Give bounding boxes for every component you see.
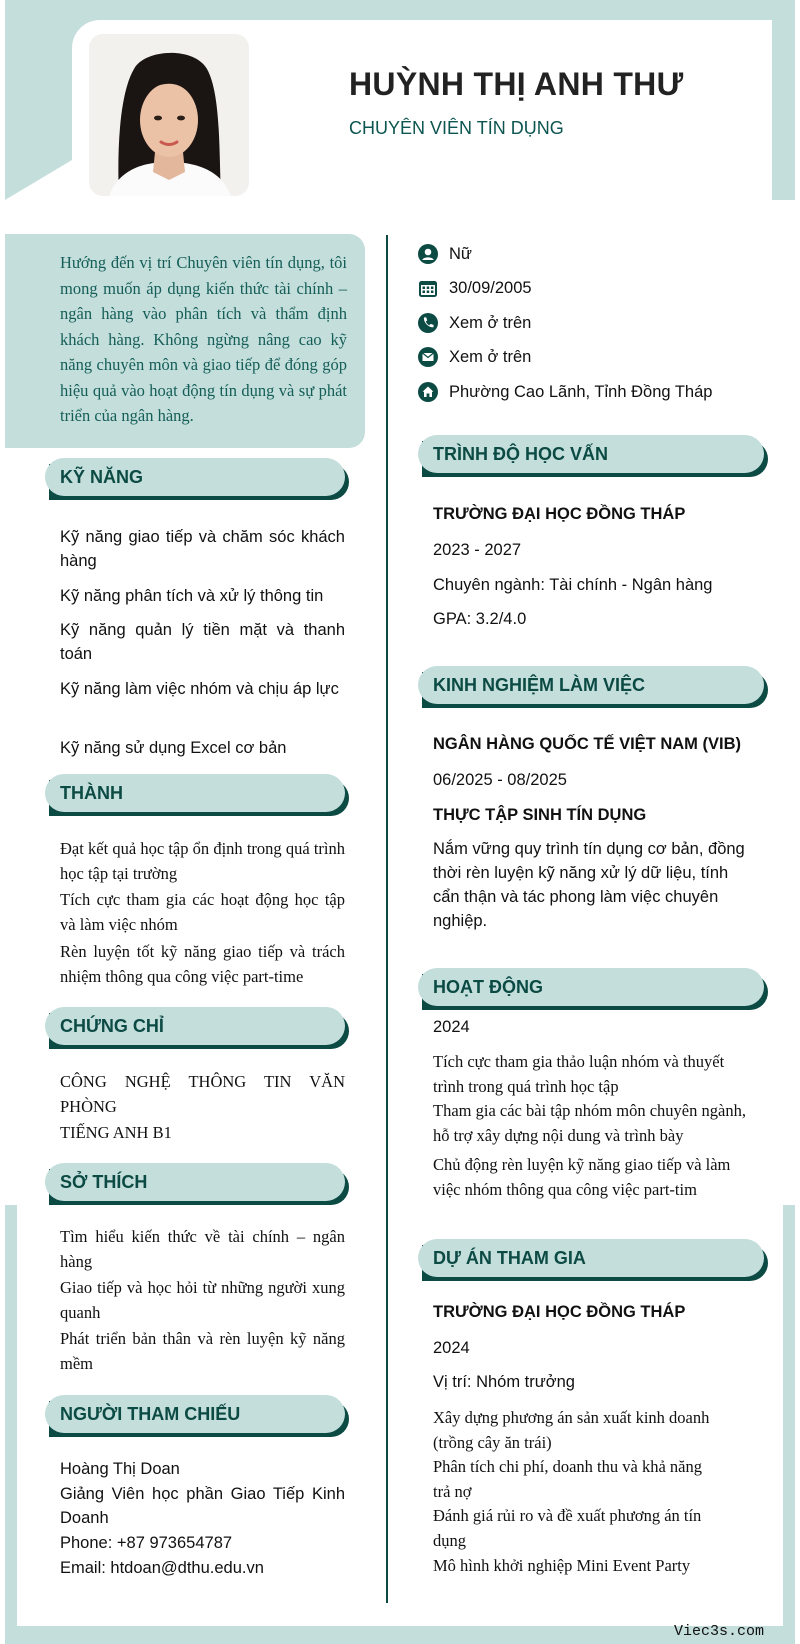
career-objective-text: Hướng đến vị trí Chuyên viên tín dụng, tôi mong muốn áp dụng kiến thức tài chính – ngân hàng vào phân tích và thẩm định khách hàng. Không ngừng nâng cao kỹ năng chuyên môn và giao tiếp để đóng góp hiệu quả vào hoạt động tín dụng và sự phát triển của ngân hàng. xyxy=(60,253,347,425)
projects-heading xyxy=(418,1239,764,1277)
education-gpa: GPA: 3.2/4.0 xyxy=(433,610,527,628)
frame-right-strip xyxy=(783,1205,795,1644)
reference-name: Hoàng Thị Doan xyxy=(60,1460,180,1478)
certificates-heading-label: CHỨNG CHỈ xyxy=(60,1015,164,1036)
references-heading-label: NGƯỜI THAM CHIẾU xyxy=(60,1403,241,1424)
watermark: Viec3s.com xyxy=(673,1623,764,1640)
hobby-item: Giao tiếp và học hỏi từ những người xung quanh xyxy=(60,1278,345,1322)
references-heading xyxy=(45,1395,345,1433)
project-item: Phân tích chi phí, doanh thu và khả năng trả nợ xyxy=(433,1457,702,1501)
project-item: Mô hình khởi nghiệp Mini Event Party xyxy=(433,1556,691,1575)
activities-heading xyxy=(418,968,764,1006)
contact-address xyxy=(418,382,712,402)
profile-portrait-illustration xyxy=(89,34,249,196)
contact-birthday xyxy=(418,278,532,298)
experience-heading xyxy=(418,666,764,704)
achievements-heading xyxy=(45,774,345,812)
skill-item: Kỹ năng quản lý tiền mặt và thanh toán xyxy=(60,621,345,663)
email-icon xyxy=(418,347,438,367)
email-value: Xem ở trên xyxy=(449,347,532,366)
header-corner-decoration xyxy=(5,160,72,200)
skills-heading-label: KỸ NĂNG xyxy=(60,466,144,487)
education-major: Chuyên ngành: Tài chính - Ngân hàng xyxy=(433,576,713,594)
certificate-item: TIẾNG ANH B1 xyxy=(60,1123,172,1142)
project-item: Đánh giá rủi ro và đề xuất phương án tín dụng xyxy=(433,1506,702,1550)
profile-photo xyxy=(89,34,249,196)
certificate-item: CÔNG NGHỆ THÔNG TIN VĂN xyxy=(60,1072,345,1091)
experience-heading-label: KINH NGHIỆM LÀM VIỆC xyxy=(433,674,646,695)
activity-item: Tích cực tham gia thảo luận nhóm và thuyết trình trong quá trình học tập xyxy=(433,1052,725,1096)
reference-email: Email: htdoan@dthu.edu.vn xyxy=(60,1559,264,1577)
certificates-heading xyxy=(45,1007,345,1045)
phone-value: Xem ở trên xyxy=(449,313,532,332)
project-item: Xây dựng phương án sản xuất kinh doanh (trồng cây ăn trái) xyxy=(433,1408,710,1452)
reference-phone: Phone: +87 973654787 xyxy=(60,1534,233,1552)
skill-item: Kỹ năng làm việc nhóm và chịu áp lực xyxy=(60,680,339,698)
hobbies-heading-label: SỞ THÍCH xyxy=(60,1171,148,1192)
phone-icon xyxy=(418,313,438,333)
career-objective-box xyxy=(5,234,365,448)
experience-period: 06/2025 - 08/2025 xyxy=(433,771,567,789)
experience-position: THỰC TẬP SINH TÍN DỤNG xyxy=(433,806,647,824)
gender-value: Nữ xyxy=(449,244,472,263)
project-school: TRƯỜNG ĐẠI HỌC ĐỒNG THÁP xyxy=(433,1303,686,1321)
activities-year: 2024 xyxy=(433,1018,470,1036)
user-icon xyxy=(418,244,438,264)
contact-email xyxy=(418,347,531,367)
calendar-icon xyxy=(418,278,438,298)
home-icon xyxy=(418,382,438,402)
projects-heading-label: DỰ ÁN THAM GIA xyxy=(433,1247,586,1268)
education-heading-label: TRÌNH ĐỘ HỌC VẤN xyxy=(433,443,608,464)
candidate-job-title: CHUYÊN VIÊN TÍN DỤNG xyxy=(349,118,564,138)
birthday-value: 30/09/2005 xyxy=(449,278,532,297)
reference-role: Giảng Viên học phần Giao Tiếp Kinh Doanh xyxy=(60,1485,345,1527)
achievement-item: Tích cực tham gia các hoạt động học tập và làm việc nhóm xyxy=(60,890,345,934)
activity-item: Chủ động rèn luyện kỹ năng giao tiếp và làm việc nhóm thông qua công việc part-tim xyxy=(433,1155,731,1199)
address-value: Phường Cao Lãnh, Tỉnh Đồng Tháp xyxy=(449,382,713,401)
activities-heading-label: HOẠT ĐỘNG xyxy=(433,976,543,997)
education-heading xyxy=(418,435,764,473)
certificate-item-continuation: PHÒNG xyxy=(60,1097,117,1116)
skills-heading xyxy=(45,458,345,496)
skill-item: Kỹ năng phân tích và xử lý thông tin xyxy=(60,587,324,605)
education-period: 2023 - 2027 xyxy=(433,541,522,559)
education-school: TRƯỜNG ĐẠI HỌC ĐỒNG THÁP xyxy=(433,505,686,523)
achievements-heading-label: THÀNH xyxy=(60,782,123,803)
achievement-item: Rèn luyện tốt kỹ năng giao tiếp và trách nhiệm thông qua công việc part-time xyxy=(60,942,345,986)
skill-item: Kỹ năng giao tiếp và chăm sóc khách hàng xyxy=(60,528,345,570)
activity-item: Tham gia các bài tập nhóm môn chuyên ngành, hỗ trợ xây dựng nội dung và trình bày xyxy=(433,1101,746,1145)
experience-company: NGÂN HÀNG QUỐC TẾ VIỆT NAM (VIB) xyxy=(433,735,741,753)
contact-phone xyxy=(418,313,531,333)
hobby-item: Tìm hiểu kiến thức về tài chính – ngân hàng xyxy=(60,1227,345,1271)
experience-description: Nắm vững quy trình tín dụng cơ bản, đồng thời rèn luyện kỹ năng xử lý dữ liệu, tính cẩn thận và tác phong làm việc chuyên nghiệp. xyxy=(433,840,745,930)
frame-left-strip xyxy=(5,1205,17,1644)
candidate-name: HUỲNH THỊ ANH THƯ xyxy=(349,66,684,102)
project-year: 2024 xyxy=(433,1339,470,1357)
achievement-item: Đạt kết quả học tập ổn định trong quá trình học tập tại trường xyxy=(60,839,345,883)
contact-gender xyxy=(418,244,472,264)
skill-item: Kỹ năng sử dụng Excel cơ bản xyxy=(60,739,287,757)
project-role: Vị trí: Nhóm trưởng xyxy=(433,1373,575,1391)
column-divider xyxy=(386,235,388,1603)
hobbies-heading xyxy=(45,1163,345,1201)
hobby-item: Phát triển bản thân và rèn luyện kỹ năng mềm xyxy=(60,1329,345,1373)
